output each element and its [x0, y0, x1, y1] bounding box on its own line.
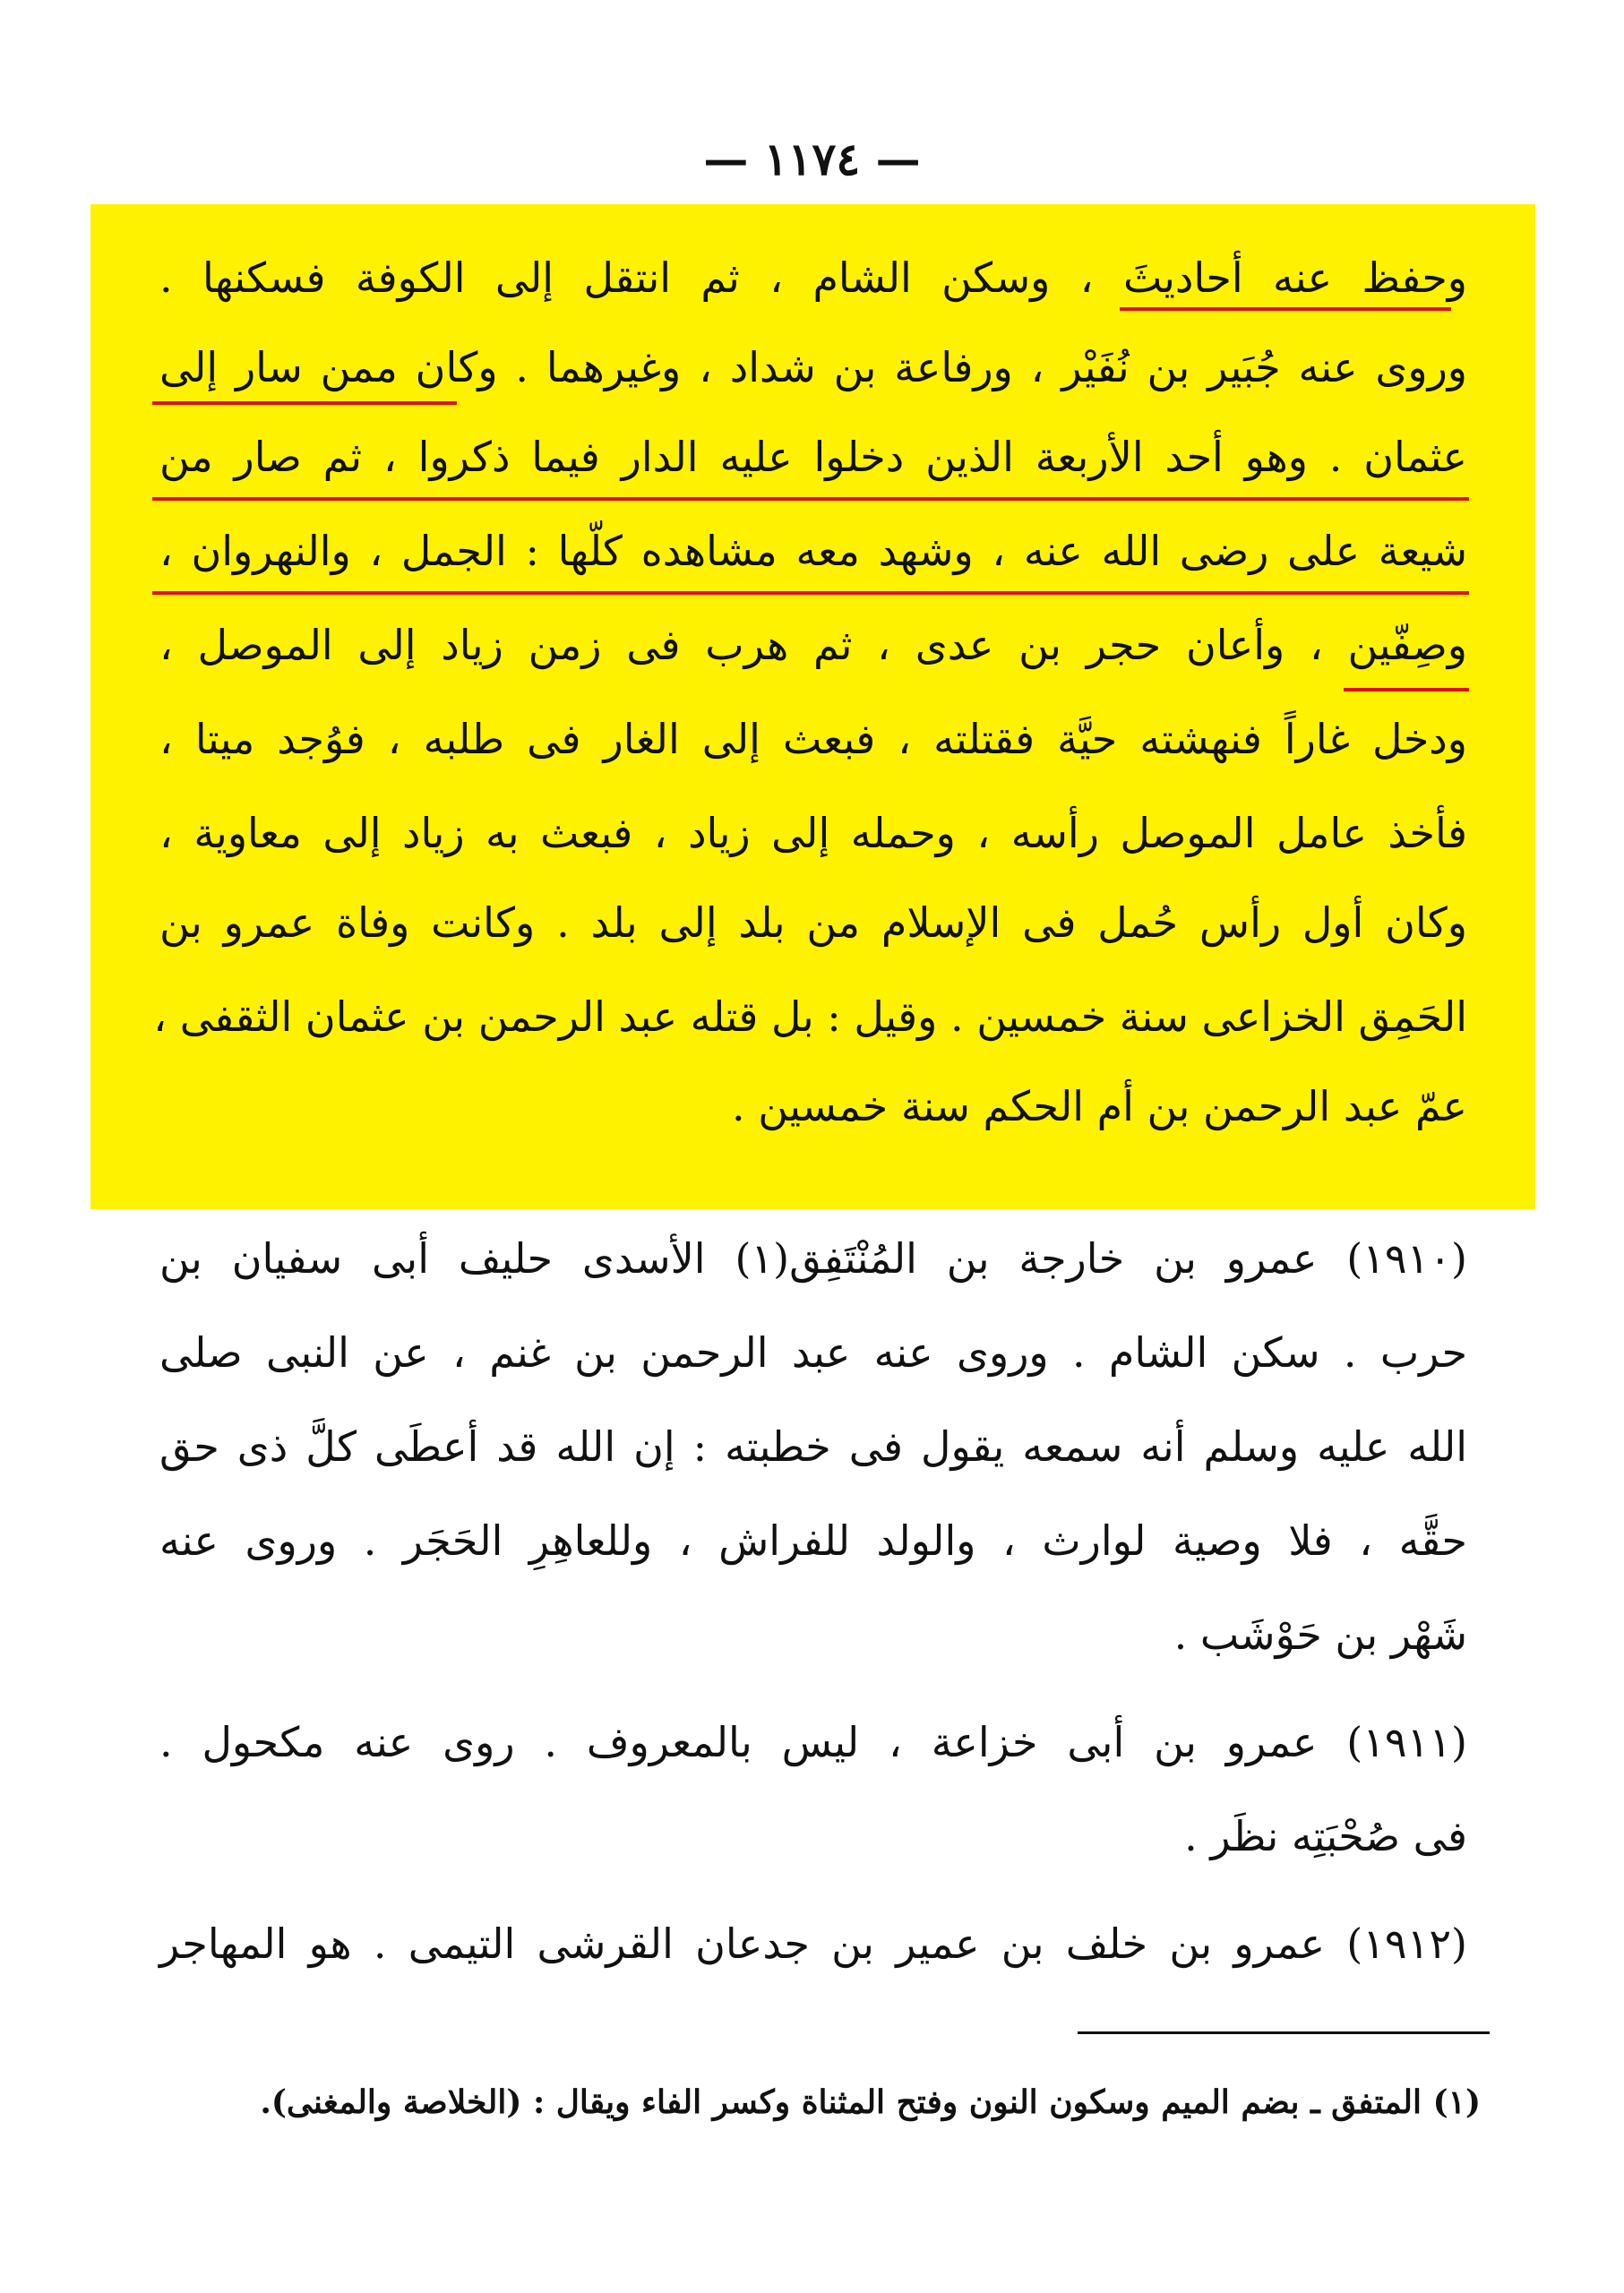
red-underline-mark — [152, 497, 1469, 501]
red-underline-mark — [1344, 688, 1469, 691]
entry-1910-line: حرب . سكن الشام . وروى عنه عبد الرحمن بن غنم ، عن النبى صلى — [159, 1328, 1467, 1377]
highlighted-line: فأخذ عامل الموصل رأسه ، وحمله إلى زياد ، فبعث به زياد إلى معاوية ، — [159, 809, 1467, 857]
red-underline-mark — [152, 401, 457, 405]
highlighted-line: ودخل غاراً فنهشته حيَّة فقتلته ، فبعث إلى الغار فى طلبه ، فوُجد ميتا ، — [159, 715, 1467, 763]
highlighted-line: وحفظ عنه أحاديثَ ، وسكن الشام ، ثم انتقل إلى الكوفة فسكنها . — [159, 253, 1467, 302]
highlighted-line: شيعة على رضى الله عنه ، وشهد معه مشاهده كلّها : الجمل ، والنهروان ، — [159, 527, 1467, 575]
entry-1911-line: (١٩١١) عمرو بن أبى خزاعة ، ليس بالمعروف . روى عنه مكحول . — [159, 1718, 1467, 1766]
entry-1910-line: (١٩١٠) عمرو بن خارجة بن المُنْتَفِق(١) الأسدى حليف أبى سفيان بن — [159, 1234, 1467, 1283]
page-number: — ١١٧٤ — — [703, 133, 921, 185]
entry-1910-line: حقَّه ، فلا وصية لوارث ، والولد للفراش ، وللعاهِرِ الحَجَر . وروى عنه — [159, 1516, 1467, 1565]
entry-1910-line: شَهْر بن حَوْشَب . — [1173, 1610, 1467, 1659]
footnote: (١) المتفق ـ بضم الميم وسكون النون وفتح المثناة وكسر الفاء ويقال : (الخلاصة والمغنى). — [260, 2083, 1481, 2121]
highlighted-line: الحَمِق الخزاعى سنة خمسين . وقيل : بل قتله عبد الرحمن بن عثمان الثقفى ، — [153, 992, 1467, 1041]
highlighted-line: وصِفّين ، وأعان حجر بن عدى ، ثم هرب فى زمن زياد إلى الموصل ، — [159, 621, 1467, 669]
highlighted-line: عثمان . وهو أحد الأربعة الذين دخلوا عليه الدار فيما ذكروا ، ثم صار من — [159, 433, 1467, 481]
red-underline-mark — [152, 591, 1469, 595]
highlighted-line: وكان أول رأس حُمل فى الإسلام من بلد إلى بلد . وكانت وفاة عمرو بن — [159, 898, 1467, 947]
entry-1912-line: (١٩١٢) عمرو بن خلف بن عمير بن جدعان القرشى التيمى . هو المهاجر — [159, 1919, 1467, 1968]
highlighted-line: عمّ عبد الرحمن بن أم الحكم سنة خمسين . — [732, 1082, 1467, 1130]
entry-1911-line: فى صُحْبَتِه نظَر . — [1184, 1812, 1467, 1860]
footnote-separator — [1078, 2031, 1490, 2034]
entry-1910-line: الله عليه وسلم أنه سمعه يقول فى خطبته : إن الله قد أعطَى كلَّ ذى حق — [159, 1422, 1467, 1471]
red-underline-mark — [1120, 307, 1451, 311]
highlighted-line: وروى عنه جُبَير بن نُفَيْر ، ورفاعة بن شداد ، وغيرهما . وكان ممن سار إلى — [159, 343, 1467, 391]
